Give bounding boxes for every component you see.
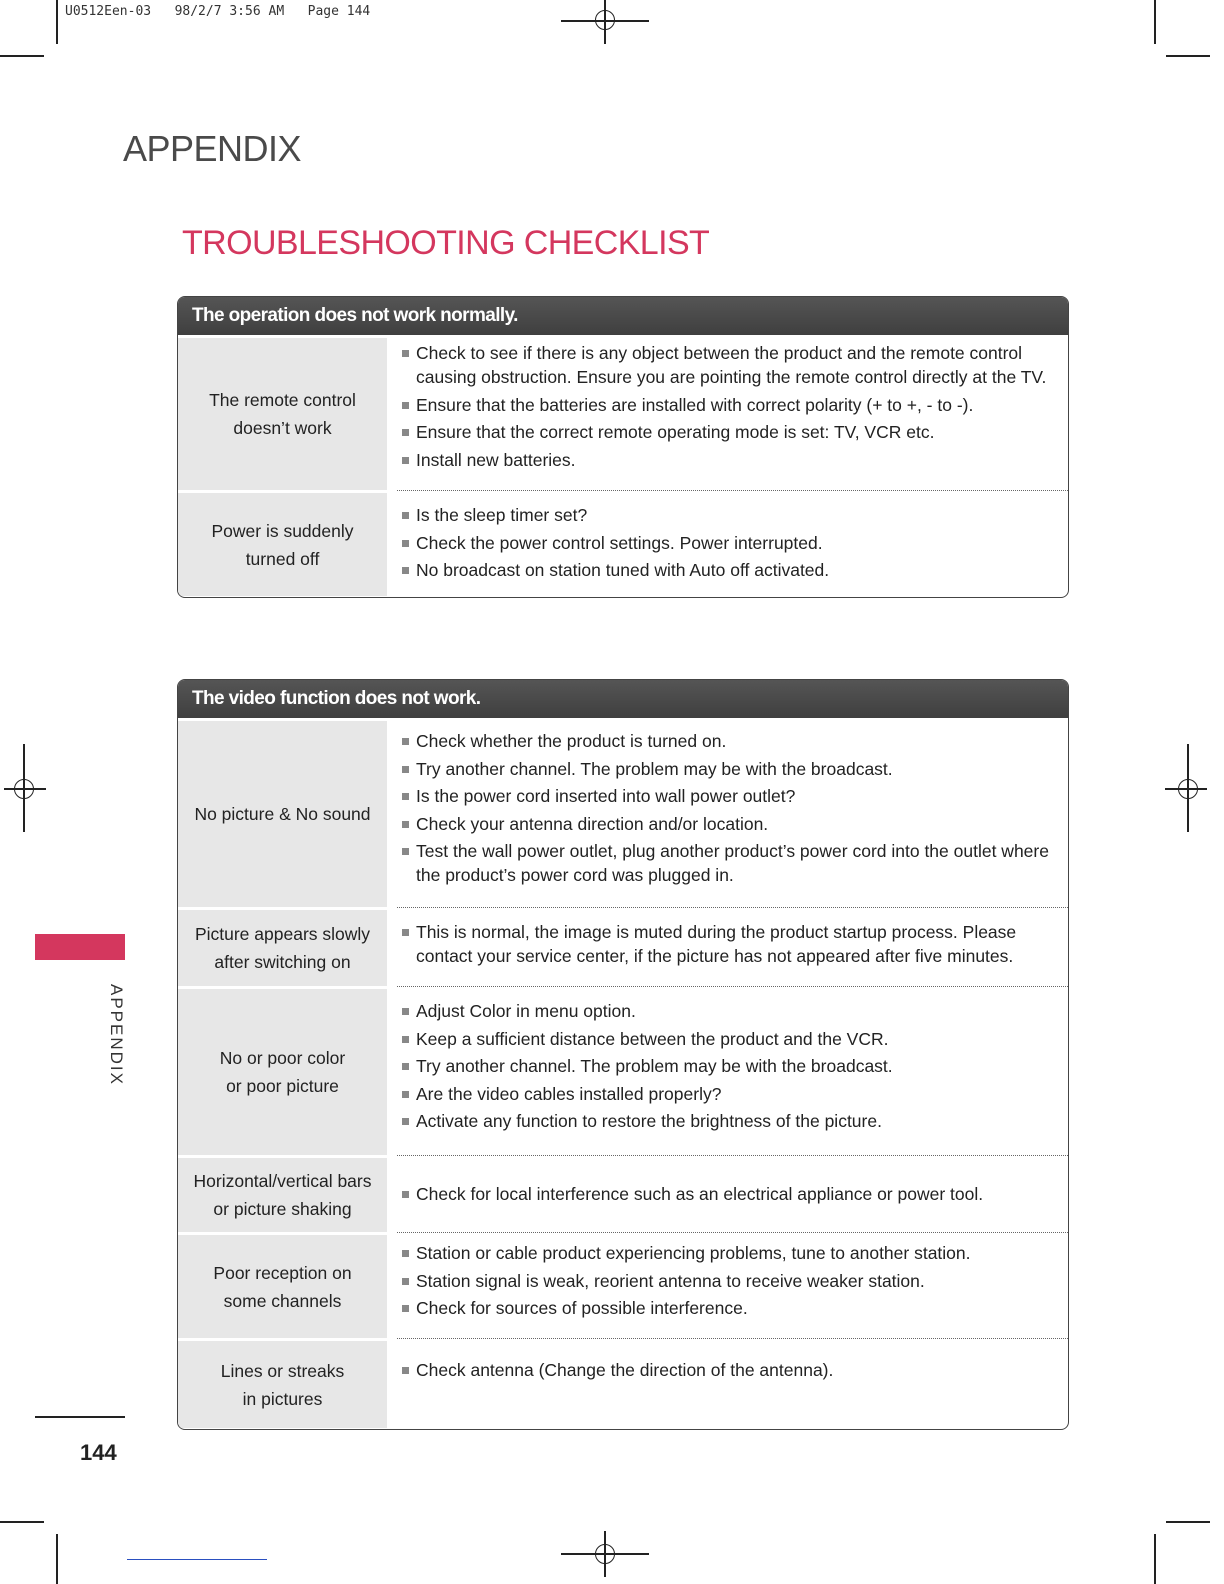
- list-item: [400, 420, 1058, 444]
- list-item: [400, 503, 1058, 527]
- bullet-icon: [402, 540, 409, 547]
- row-label: Power is suddenly turned off: [178, 490, 387, 596]
- registration-mark: [14, 779, 34, 799]
- list-item: [400, 1182, 1058, 1206]
- row-items: [397, 490, 1068, 596]
- table-row: [178, 907, 1068, 986]
- list-item: [400, 812, 1058, 836]
- list-item: [400, 784, 1058, 808]
- table-row: [178, 1232, 1068, 1338]
- row-items: [397, 1338, 1068, 1428]
- list-item: [400, 1027, 1058, 1051]
- row-items: [387, 718, 1068, 907]
- table-operation: [177, 296, 1069, 598]
- list-item: [400, 757, 1058, 781]
- bullet-icon: [402, 350, 409, 357]
- crop-mark: [1154, 1534, 1156, 1584]
- item-text: Check to see if there is any object between the product and the remote control causing obstruction. Ensure you are pointing the remote control directly at the TV.: [416, 343, 1047, 387]
- table-row: [178, 1155, 1068, 1232]
- footer-rule: [35, 1416, 125, 1418]
- row-items: [397, 986, 1068, 1155]
- list-item: [400, 839, 1058, 887]
- page-number: 144: [80, 1440, 117, 1465]
- print-line: [127, 1559, 267, 1560]
- crop-mark: [1166, 1521, 1210, 1523]
- row-label: Lines or streaks in pictures: [178, 1338, 387, 1428]
- bullet-icon: [402, 1063, 409, 1070]
- bullet-icon: [402, 457, 409, 464]
- item-text: Check whether the product is turned on.: [416, 731, 727, 751]
- table-row: [178, 335, 1068, 490]
- bullet-icon: [402, 793, 409, 800]
- registration-mark: [1178, 779, 1198, 799]
- bullet-icon: [402, 1191, 409, 1198]
- bullet-icon: [402, 1118, 409, 1125]
- row-label: The remote control doesn’t work: [178, 335, 387, 490]
- bullet-icon: [402, 1367, 409, 1374]
- item-text: Adjust Color in menu option.: [416, 1001, 636, 1021]
- item-text: Install new batteries.: [416, 449, 576, 470]
- item-text: Check your antenna direction and/or location.: [416, 813, 769, 834]
- item-text: Is the sleep timer set?: [416, 505, 588, 525]
- table-video: [177, 679, 1069, 1430]
- table-row: [178, 718, 1068, 907]
- bullet-icon: [402, 1305, 409, 1312]
- row-items: [397, 1232, 1068, 1338]
- crop-mark: [0, 1521, 44, 1523]
- row-label: Picture appears slowly after switching on: [178, 907, 387, 986]
- item-text: Activate any function to restore the brightness of the picture.: [416, 1111, 882, 1131]
- bullet-icon: [402, 429, 409, 436]
- bullet-icon: [402, 738, 409, 745]
- print-slug: U0512Een-03 98/2/7 3:56 AM Page 144: [65, 4, 371, 19]
- table-heading: The video function does not work.: [178, 680, 1068, 718]
- list-item: [400, 1082, 1058, 1106]
- section-header: APPENDIX: [123, 128, 302, 169]
- crop-mark: [1166, 55, 1210, 57]
- list-item: [400, 1296, 1058, 1320]
- item-text: Check for sources of possible interference.: [416, 1298, 748, 1318]
- item-text: This is normal, the image is muted during the product startup process. Please contact your service center, if the picture has not appeared after five minutes.: [416, 922, 1017, 966]
- side-tab-label: APPENDIX: [107, 984, 126, 1086]
- bullet-icon: [402, 512, 409, 519]
- item-text: Ensure that the correct remote operating mode is set: TV, VCR etc.: [416, 422, 935, 442]
- row-items: [387, 335, 1068, 490]
- bullet-icon: [402, 1250, 409, 1257]
- row-items: [397, 1155, 1068, 1232]
- bullet-icon: [402, 1091, 409, 1098]
- item-text: Check for local interference such as an electrical appliance or power tool.: [416, 1184, 984, 1204]
- item-text: Try another channel. The problem may be with the broadcast.: [416, 758, 893, 779]
- item-text: Station signal is weak, reorient antenna to receive weaker station.: [416, 1270, 925, 1291]
- list-item: [400, 999, 1058, 1023]
- table-heading: The operation does not work normally.: [178, 297, 1068, 335]
- list-item: [400, 531, 1058, 555]
- item-text: Station or cable product experiencing problems, tune to another station.: [416, 1243, 971, 1263]
- bullet-icon: [402, 1278, 409, 1285]
- registration-mark: [595, 10, 615, 30]
- list-item: [400, 729, 1058, 753]
- page-title: TROUBLESHOOTING CHECKLIST: [182, 224, 710, 262]
- bullet-icon: [402, 402, 409, 409]
- side-tab-bar: [35, 934, 125, 960]
- list-item: [400, 448, 1058, 472]
- item-text: No broadcast on station tuned with Auto off activated.: [416, 560, 830, 580]
- bullet-icon: [402, 1036, 409, 1043]
- crop-mark: [0, 55, 44, 57]
- table-row: [178, 1338, 1068, 1428]
- list-item: [400, 920, 1058, 968]
- list-item: [400, 1241, 1058, 1265]
- bullet-icon: [402, 848, 409, 855]
- list-item: [400, 1054, 1058, 1078]
- row-label: Horizontal/vertical bars or picture shaking: [178, 1155, 387, 1232]
- table-row: [178, 490, 1068, 596]
- crop-mark: [56, 0, 58, 44]
- list-item: [400, 1109, 1058, 1133]
- list-item: [400, 558, 1058, 582]
- row-label: Poor reception on some channels: [178, 1232, 387, 1338]
- bullet-icon: [402, 766, 409, 773]
- registration-mark: [595, 1544, 615, 1564]
- list-item: [400, 1358, 1058, 1382]
- crop-mark: [1154, 0, 1156, 44]
- list-item: [400, 393, 1058, 417]
- row-label: No or poor color or poor picture: [178, 986, 387, 1155]
- item-text: Is the power cord inserted into wall power outlet?: [416, 786, 796, 806]
- item-text: Test the wall power outlet, plug another product’s power cord into the outlet where the product’s power cord was plugged in.: [416, 841, 1049, 885]
- bullet-icon: [402, 1008, 409, 1015]
- row-label: No picture & No sound: [178, 718, 387, 907]
- list-item: [400, 1269, 1058, 1293]
- list-item: [400, 341, 1058, 389]
- item-text: Check antenna (Change the direction of the antenna).: [416, 1360, 834, 1380]
- item-text: Ensure that the batteries are installed with correct polarity (+ to +, - to -).: [416, 394, 974, 415]
- item-text: Are the video cables installed properly?: [416, 1083, 722, 1104]
- crop-mark: [56, 1534, 58, 1584]
- table-row: [178, 986, 1068, 1155]
- bullet-icon: [402, 929, 409, 936]
- bullet-icon: [402, 821, 409, 828]
- row-items: [397, 907, 1068, 986]
- item-text: Try another channel. The problem may be with the broadcast.: [416, 1056, 893, 1076]
- bullet-icon: [402, 567, 409, 574]
- item-text: Keep a sufficient distance between the product and the VCR.: [416, 1028, 889, 1049]
- item-text: Check the power control settings. Power interrupted.: [416, 532, 823, 553]
